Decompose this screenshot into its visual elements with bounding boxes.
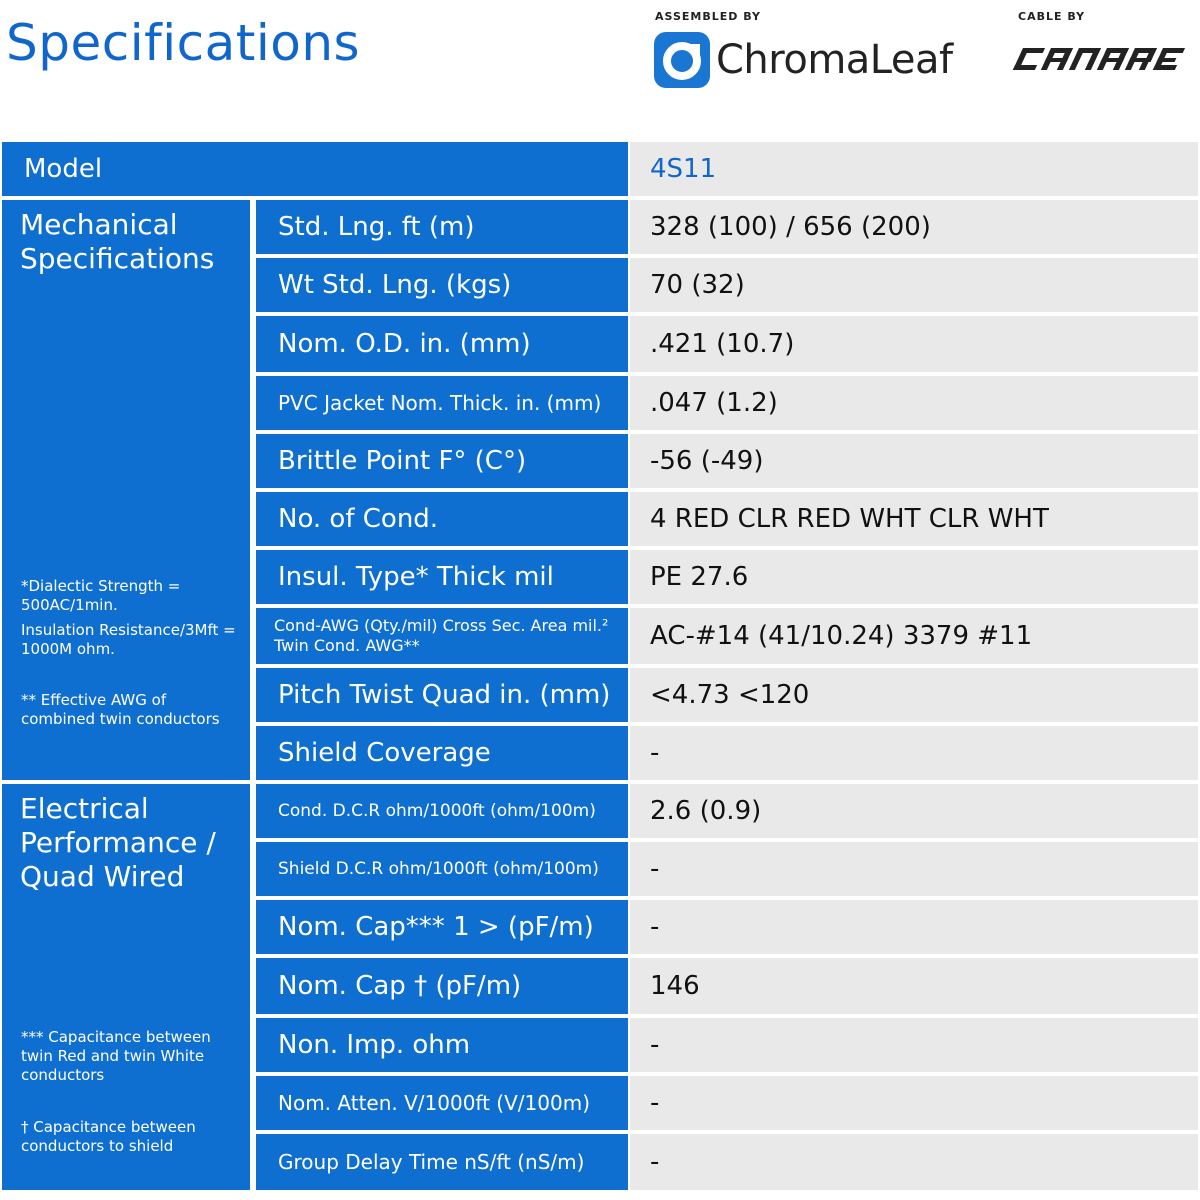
electrical-title-line1: Electrical: [20, 792, 149, 825]
spec-label-conductor-count: No. of Cond.: [256, 492, 628, 546]
spec-value-impedance: -: [630, 1018, 1198, 1072]
spec-label-nom-od: Nom. O.D. in. (mm): [256, 316, 628, 372]
chromaleaf-logo: [654, 32, 953, 88]
spec-value-conductor-awg: AC-#14 (41/10.24) 3379 #11: [630, 608, 1198, 664]
electrical-title-line2: Performance /: [20, 826, 216, 859]
spec-label-nom-cap-twin: Nom. Cap*** 1 > (pF/m): [256, 900, 628, 954]
spec-table: [0, 140, 1200, 1192]
spec-value-brittle-point: -56 (-49): [630, 434, 1198, 488]
chromaleaf-wordmark: ChromaLeaf: [716, 37, 953, 83]
mechanical-section-title: Mechanical Specifications: [20, 208, 215, 275]
spec-label-cond-dcr: Cond. D.C.R ohm/1000ft (ohm/100m): [256, 784, 628, 838]
chromaleaf-leaf-icon: [654, 32, 710, 88]
spec-label-group-delay: Group Delay Time nS/ft (nS/m): [256, 1134, 628, 1190]
spec-label-nom-cap-shield: Nom. Cap † (pF/m): [256, 958, 628, 1014]
spec-label-impedance: Non. Imp. ohm: [256, 1018, 628, 1072]
note-capacitance-shield: † Capacitance between conductors to shield: [21, 1118, 196, 1155]
note-insulation-resistance: Insulation Resistance/3Mft = 1000M ohm.: [21, 621, 236, 658]
spec-value-shield-coverage: -: [630, 726, 1198, 780]
spec-label-insulation-type: Insul. Type* Thick mil: [256, 550, 628, 604]
spec-value-nom-od: .421 (10.7): [630, 316, 1198, 372]
spec-label-conductor-awg-line1: Cond-AWG (Qty./mil) Cross Sec. Area mil.²: [274, 616, 609, 635]
canare-logo: [1012, 46, 1196, 76]
spec-label-pitch-twist: Pitch Twist Quad in. (mm): [256, 668, 628, 722]
spec-value-nom-cap-shield: 146: [630, 958, 1198, 1014]
spec-value-weight: 70 (32): [630, 258, 1198, 312]
note-effective-awg: ** Effective AWG of combined twin conductors: [21, 691, 220, 728]
spec-label-brittle-point: Brittle Point F° (C°): [256, 434, 628, 488]
spec-value-jacket-thickness: .047 (1.2): [630, 376, 1198, 430]
spec-value-cond-dcr: 2.6 (0.9): [630, 784, 1198, 838]
spec-value-attenuation: -: [630, 1076, 1198, 1130]
spec-value-pitch-twist: <4.73 <120: [630, 668, 1198, 722]
spec-label-jacket-thickness: PVC Jacket Nom. Thick. in. (mm): [256, 376, 628, 430]
electrical-title-line3: Quad Wired: [20, 860, 185, 893]
cable-by-caption: CABLE BY: [1018, 10, 1086, 23]
note-dialectic-strength: *Dialectic Strength = 500AC/1min.: [21, 577, 181, 614]
page-title: Specifications: [6, 14, 361, 72]
spec-label-shield-dcr: Shield D.C.R ohm/1000ft (ohm/100m): [256, 842, 628, 896]
spec-label-weight: Wt Std. Lng. (kgs): [256, 258, 628, 312]
model-label: Model: [2, 142, 628, 196]
spec-label-shield-coverage: Shield Coverage: [256, 726, 628, 780]
assembled-by-caption: ASSEMBLED BY: [655, 10, 761, 23]
spec-value-std-length: 328 (100) / 656 (200): [630, 200, 1198, 254]
spec-label-attenuation: Nom. Atten. V/1000ft (V/100m): [256, 1076, 628, 1130]
spec-value-nom-cap-twin: -: [630, 900, 1198, 954]
note-capacitance-twin: *** Capacitance between twin Red and twin White conductors: [21, 1028, 211, 1084]
spec-value-shield-dcr: -: [630, 842, 1198, 896]
spec-label-std-length: Std. Lng. ft (m): [256, 200, 628, 254]
model-value: 4S11: [630, 142, 1198, 196]
spec-value-insulation-type: PE 27.6: [630, 550, 1198, 604]
spec-value-group-delay: -: [630, 1134, 1198, 1190]
spec-label-conductor-awg-line2: Twin Cond. AWG**: [274, 636, 420, 655]
spec-value-conductor-count: 4 RED CLR RED WHT CLR WHT: [630, 492, 1198, 546]
spec-label-conductor-awg: [256, 608, 628, 664]
